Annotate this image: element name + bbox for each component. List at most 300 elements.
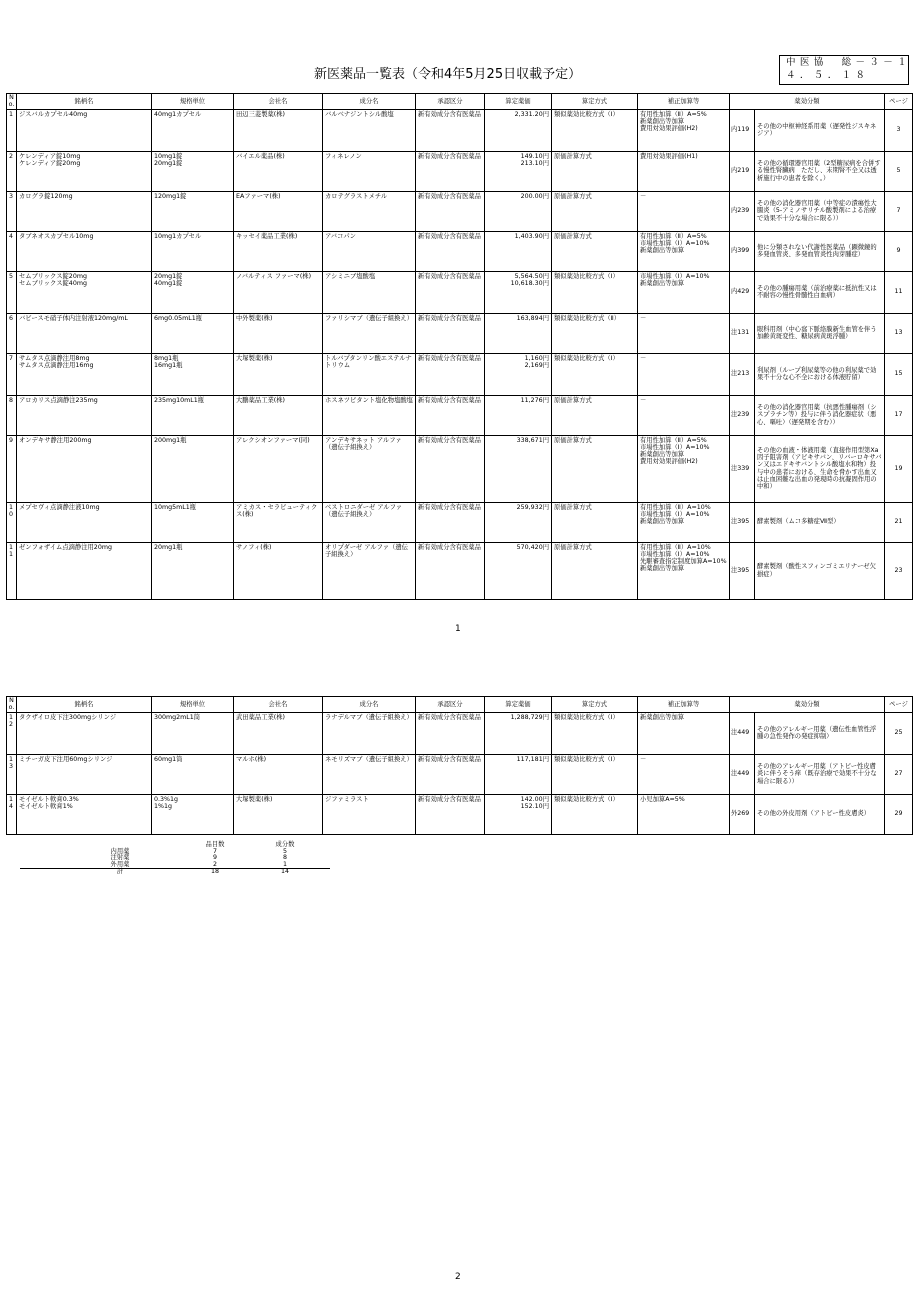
dosage-unit-line: 20mg1錠 — [154, 159, 183, 167]
therapeutic-category: その他の循環器官用薬（2型糖尿病を合併する慢性腎臓病 ただし、末期腎不全又は透析施行中の患者を除く。） — [755, 151, 885, 191]
premium-adjustment — [638, 271, 730, 313]
page-reference: 3 — [885, 109, 913, 151]
premium-adjustment-line: 市場性加算（Ⅰ）A=10% — [640, 239, 710, 247]
premium-adjustment-line: 小児加算A=5% — [640, 795, 685, 803]
column-header-page: ページ — [885, 94, 913, 110]
premium-adjustment-line: 市場性加算（Ⅰ）A=10% — [640, 272, 710, 280]
page-reference: 23 — [885, 542, 913, 599]
dosage-unit — [152, 151, 234, 191]
premium-adjustment-line: 新薬創出等加算 — [640, 713, 685, 721]
product-name-line: ケレンディア錠10mg — [19, 152, 81, 160]
product-name-line: カログラ錠120mg — [19, 192, 73, 200]
summary-ingredients: 1 — [282, 860, 287, 868]
ingredient-name: バルベナジントシル酸塩 — [323, 109, 416, 151]
product-name — [17, 794, 152, 834]
approval-category: 新有効成分含有医薬品 — [416, 502, 485, 542]
calculated-price-line: 152.10円 — [520, 802, 549, 810]
dosage-unit-line: 40mg1錠 — [154, 279, 183, 287]
calculated-price — [485, 502, 552, 542]
dosage-unit — [152, 231, 234, 271]
dosage-unit — [152, 191, 234, 231]
calculated-price — [485, 712, 552, 754]
premium-adjustment-line: － — [640, 354, 647, 362]
calculation-method: 類似薬効比較方式（Ⅰ） — [552, 712, 638, 754]
row-number: 7 — [7, 353, 17, 395]
calculation-method: 類似薬効比較方式（Ⅰ） — [552, 271, 638, 313]
premium-adjustment — [638, 542, 730, 599]
premium-adjustment-line: － — [640, 192, 647, 200]
premium-adjustment-line: 有用性加算（Ⅱ）A=5% — [640, 232, 707, 240]
column-header-method: 算定方式 — [552, 94, 638, 110]
dosage-unit-line: 10mg1錠 — [154, 152, 183, 160]
row-number: 9 — [7, 435, 17, 502]
dosage-unit — [152, 435, 234, 502]
table-row — [7, 435, 913, 502]
premium-adjustment-line: 市場性加算（Ⅰ）A=10% — [640, 550, 710, 558]
premium-adjustment-line: 有用性加算（Ⅱ）A=5% — [640, 110, 707, 118]
column-header-price: 算定薬価 — [485, 94, 552, 110]
column-header-approval: 承認区分 — [416, 697, 485, 713]
ingredient-name: トルバプタンリン酸エステルナトリウム — [323, 353, 416, 395]
summary-items: 7 — [212, 847, 217, 855]
summary-label: 内用薬 — [110, 847, 130, 855]
product-name-line: サムタス点滴静注用16mg — [19, 361, 94, 369]
page-reference: 9 — [885, 231, 913, 271]
table-row — [7, 794, 913, 834]
premium-adjustment-line: 市場性加算（Ⅰ）A=10% — [640, 443, 710, 451]
calculated-price-line: 1,288,729円 — [510, 713, 549, 721]
therapeutic-code: 外269 — [730, 794, 755, 834]
table-row — [7, 542, 913, 599]
therapeutic-code: 注239 — [730, 395, 755, 435]
column-header-page: ページ — [885, 697, 913, 713]
page-number: 2 — [455, 1272, 461, 1282]
row-number: 5 — [7, 271, 17, 313]
therapeutic-category: 眼科用剤（中心窩下脈絡膜新生血管を伴う加齢黄斑変性、糖尿病黄斑浮腫） — [755, 313, 885, 353]
table-row — [7, 712, 913, 754]
dosage-unit — [152, 395, 234, 435]
row-number: 3 — [7, 191, 17, 231]
table-header-row — [7, 94, 913, 110]
calculated-price-line: 163,894円 — [516, 314, 549, 322]
calculation-method: 原価計算方式 — [552, 502, 638, 542]
product-name — [17, 151, 152, 191]
dosage-unit-line: 20mg1錠 — [154, 272, 183, 280]
approval-category: 新有効成分含有医薬品 — [416, 542, 485, 599]
dosage-unit — [152, 794, 234, 834]
column-header-no: No. — [7, 697, 17, 713]
approval-category: 新有効成分含有医薬品 — [416, 754, 485, 794]
product-name — [17, 109, 152, 151]
product-name-line: オンデキサ静注用200mg — [19, 436, 92, 444]
row-number: 12 — [7, 712, 17, 754]
row-number: 14 — [7, 794, 17, 834]
column-header-approval: 承認区分 — [416, 94, 485, 110]
product-name-line: サムタス点滴静注用8mg — [19, 354, 90, 362]
page-reference: 21 — [885, 502, 913, 542]
approval-category: 新有効成分含有医薬品 — [416, 712, 485, 754]
premium-adjustment — [638, 794, 730, 834]
table-row — [7, 231, 913, 271]
premium-adjustment-line: － — [640, 396, 647, 404]
dosage-unit-line: 120mg1錠 — [154, 192, 187, 200]
calculated-price — [485, 313, 552, 353]
page-reference: 19 — [885, 435, 913, 502]
table-row — [7, 313, 913, 353]
ingredient-name: ベストロニダーゼ アルファ（遺伝子組換え） — [323, 502, 416, 542]
row-number: 4 — [7, 231, 17, 271]
calculation-method: 類似薬効比較方式（Ⅰ） — [552, 109, 638, 151]
therapeutic-code: 内239 — [730, 191, 755, 231]
company-name: 大塚製薬(株) — [234, 794, 323, 834]
approval-category: 新有効成分含有医薬品 — [416, 191, 485, 231]
product-name-line: ジスバルカプセル40mg — [19, 110, 88, 118]
dosage-unit — [152, 109, 234, 151]
therapeutic-category: その他の血液・体液用薬（直接作用型第Xa因子阻害剤（アピキサバン、リバーロキサバン又はエドキサバントシル酸塩水和物）投与中の患者における、生命を脅かす出血又は止血困難な出血の発現時の抗凝固作用の中和） — [755, 435, 885, 502]
dosage-unit-line: 235mg10mL1瓶 — [154, 396, 205, 404]
company-name: 田辺三菱製薬(株) — [234, 109, 323, 151]
calculated-price — [485, 191, 552, 231]
calculated-price — [485, 542, 552, 599]
company-name: 中外製薬(株) — [234, 313, 323, 353]
calculation-method: 原価計算方式 — [552, 191, 638, 231]
calculated-price-line: 200.00円 — [520, 192, 549, 200]
ingredient-name: カロテグラストメチル — [323, 191, 416, 231]
product-name — [17, 712, 152, 754]
therapeutic-code: 注131 — [730, 313, 755, 353]
premium-adjustment-line: 新薬創出等加算 — [640, 279, 685, 287]
column-header-adjust: 補正加算等 — [638, 697, 730, 713]
company-name: アレクシオンファーマ(同) — [234, 435, 323, 502]
table-header-row — [7, 697, 913, 713]
approval-category: 新有効成分含有医薬品 — [416, 353, 485, 395]
column-header-unit: 規格単位 — [152, 94, 234, 110]
therapeutic-code: 注395 — [730, 502, 755, 542]
column-header-company: 会社名 — [234, 94, 323, 110]
therapeutic-code: 注213 — [730, 353, 755, 395]
premium-adjustment — [638, 353, 730, 395]
calculation-method: 原価計算方式 — [552, 435, 638, 502]
summary-total-ingredients: 14 — [240, 869, 330, 876]
therapeutic-category: その他の外皮用剤（アトピー性皮膚炎） — [755, 794, 885, 834]
premium-adjustment-line: 先駆審査指定制度加算A=10% — [640, 558, 727, 566]
therapeutic-code: 注339 — [730, 435, 755, 502]
column-header-company: 会社名 — [234, 697, 323, 713]
premium-adjustment-line: 新薬創出等加算 — [640, 117, 685, 125]
product-name — [17, 313, 152, 353]
product-name-line: バビースモ硝子体内注射液120mg/mL — [19, 314, 128, 322]
calculated-price-line: 1,160円 — [524, 354, 549, 362]
product-name — [17, 395, 152, 435]
dosage-unit-line: 10mg5mL1瓶 — [154, 503, 197, 511]
row-number: 10 — [7, 502, 17, 542]
therapeutic-code: 注449 — [730, 712, 755, 754]
document-code-line: 中医協 総－３－１ — [786, 57, 912, 68]
ingredient-name: アバコパン — [323, 231, 416, 271]
calculated-price-line: 11,276円 — [520, 396, 549, 404]
product-name — [17, 191, 152, 231]
ingredient-name: アンデキサネット アルファ（遺伝子組換え） — [323, 435, 416, 502]
product-name — [17, 435, 152, 502]
product-name — [17, 231, 152, 271]
table-row — [7, 395, 913, 435]
table-row — [7, 271, 913, 313]
approval-category: 新有効成分含有医薬品 — [416, 395, 485, 435]
dosage-unit-line: 20mg1瓶 — [154, 543, 183, 551]
premium-adjustment — [638, 191, 730, 231]
ingredient-name: ジファミラスト — [323, 794, 416, 834]
premium-adjustment-line: 有用性加算（Ⅱ）A=10% — [640, 503, 711, 511]
row-number: 2 — [7, 151, 17, 191]
ingredient-name: フィネレノン — [323, 151, 416, 191]
dosage-unit-line: 40mg1カプセル — [154, 110, 202, 118]
dosage-unit — [152, 542, 234, 599]
calculated-price — [485, 395, 552, 435]
dosage-unit-line: 60mg1筒 — [154, 755, 183, 763]
premium-adjustment-line: 新薬創出等加算 — [640, 565, 685, 573]
dosage-unit-line: 300mg2mL1筒 — [154, 713, 201, 721]
calculated-price — [485, 231, 552, 271]
company-name: 武田薬品工業(株) — [234, 712, 323, 754]
calculated-price-line: 5,564.50円 — [514, 272, 549, 280]
product-name-line: タクザイロ皮下注300mgシリンジ — [19, 713, 117, 721]
column-header-method: 算定方式 — [552, 697, 638, 713]
calculation-method: 類似薬効比較方式（Ⅰ） — [552, 794, 638, 834]
therapeutic-category: 酵素製剤（ムコ多糖症Ⅶ型） — [755, 502, 885, 542]
product-name-line: アロカリス点滴静注235mg — [19, 396, 98, 404]
calculated-price — [485, 794, 552, 834]
therapeutic-code: 内429 — [730, 271, 755, 313]
product-name — [17, 542, 152, 599]
calculation-method: 原価計算方式 — [552, 395, 638, 435]
summary-items: 9 — [212, 854, 217, 861]
premium-adjustment-line: 市場性加算（Ⅰ）A=10% — [640, 510, 710, 518]
company-name: マルホ(株) — [234, 754, 323, 794]
dosage-unit-line: 6mg0.05mL1瓶 — [154, 314, 203, 322]
ingredient-name: ホスネツピタント塩化物塩酸塩 — [323, 395, 416, 435]
column-header-price: 算定薬価 — [485, 697, 552, 713]
company-name: アミカス・セラピューティクス(株) — [234, 502, 323, 542]
premium-adjustment — [638, 435, 730, 502]
therapeutic-category: その他のアレルギー用薬（アトピー性皮膚炎に伴うそう痒（既存治療で効果不十分な場合に限る）） — [755, 754, 885, 794]
premium-adjustment-line: 有用性加算（Ⅱ）A=10% — [640, 543, 711, 551]
dosage-unit-line: 0.3%1g — [154, 795, 179, 803]
table-row — [7, 109, 913, 151]
ingredient-name: ラナデルマブ（遺伝子組換え） — [323, 712, 416, 754]
calculation-method: 類似薬効比較方式（Ⅰ） — [552, 754, 638, 794]
summary-total-label: 計 — [20, 869, 190, 876]
premium-adjustment-line: 新薬創出等加算 — [640, 247, 685, 255]
approval-category: 新有効成分含有医薬品 — [416, 435, 485, 502]
ingredient-name: ファリシマブ（遺伝子組換え） — [323, 313, 416, 353]
product-name-line: タブネオスカプセル10mg — [19, 232, 94, 240]
premium-adjustment — [638, 502, 730, 542]
summary-ingredients: 8 — [282, 854, 287, 861]
page-reference: 15 — [885, 353, 913, 395]
dosage-unit-line: 1%1g — [154, 802, 172, 810]
calculation-method: 原価計算方式 — [552, 231, 638, 271]
company-name: キッセイ薬品工業(株) — [234, 231, 323, 271]
therapeutic-category: その他の腫瘍用薬（前治療薬に抵抗性又は不耐容の慢性骨髄性白血病） — [755, 271, 885, 313]
premium-adjustment — [638, 313, 730, 353]
premium-adjustment-line: － — [640, 755, 647, 763]
calculated-price-line: 2,331.20円 — [514, 110, 549, 118]
calculated-price-line: 259,932円 — [516, 503, 549, 511]
calculated-price — [485, 435, 552, 502]
therapeutic-code: 内219 — [730, 151, 755, 191]
row-number: 6 — [7, 313, 17, 353]
summary-table — [20, 842, 330, 876]
calculated-price-line: 570,420円 — [516, 543, 549, 551]
dosage-unit-line: 8mg1瓶 — [154, 354, 179, 362]
premium-adjustment-line: 費用対効果評価(H2) — [640, 458, 698, 466]
column-header-name: 銘柄名 — [17, 697, 152, 713]
row-number: 8 — [7, 395, 17, 435]
column-header-unit: 規格単位 — [152, 697, 234, 713]
approval-category: 新有効成分含有医薬品 — [416, 794, 485, 834]
column-header-ingredient: 成分名 — [323, 94, 416, 110]
calculated-price — [485, 151, 552, 191]
company-name: バイエル薬品(株) — [234, 151, 323, 191]
premium-adjustment — [638, 754, 730, 794]
page-reference: 17 — [885, 395, 913, 435]
premium-adjustment — [638, 231, 730, 271]
table-body — [7, 109, 913, 599]
row-number: 11 — [7, 542, 17, 599]
therapeutic-category: 酵素製剤（酸性スフィンゴミエリナーゼ欠損症） — [755, 542, 885, 599]
product-name — [17, 353, 152, 395]
dosage-unit-line: 200mg1瓶 — [154, 436, 187, 444]
dosage-unit — [152, 313, 234, 353]
dosage-unit-line: 10mg1カプセル — [154, 232, 202, 240]
product-name-line: モイゼルト軟膏1% — [19, 802, 73, 810]
company-name: 大鵬薬品工業(株) — [234, 395, 323, 435]
summary-header-items: 品目数 — [205, 841, 225, 848]
premium-adjustment — [638, 151, 730, 191]
premium-adjustment-line: 費用対効果評価(H1) — [640, 152, 698, 160]
product-name-line: セムブリックス錠20mg — [19, 272, 87, 280]
product-name-line: セムブリックス錠40mg — [19, 279, 87, 287]
calculation-method: 類似薬効比較方式（Ⅰ） — [552, 353, 638, 395]
summary-ingredients: 5 — [282, 847, 287, 855]
product-name-line: ゼンフォザイム点滴静注用20mg — [19, 543, 112, 551]
company-name: ノバルティス ファーマ(株) — [234, 271, 323, 313]
product-name — [17, 754, 152, 794]
therapeutic-category: その他の中枢神経系用薬（遅発性ジスキネジア） — [755, 109, 885, 151]
dosage-unit — [152, 712, 234, 754]
page-reference: 25 — [885, 712, 913, 754]
premium-adjustment-line: 有用性加算（Ⅱ）A=5% — [640, 436, 707, 444]
council-document-code — [779, 55, 912, 85]
calculated-price-line: 142.00円 — [520, 795, 549, 803]
page-reference: 5 — [885, 151, 913, 191]
calculated-price — [485, 353, 552, 395]
summary-label: 注射薬 — [110, 854, 130, 861]
premium-adjustment-line: － — [640, 314, 647, 322]
calculated-price — [485, 754, 552, 794]
product-name — [17, 271, 152, 313]
column-header-ingredient: 成分名 — [323, 697, 416, 713]
page-reference: 13 — [885, 313, 913, 353]
document-title: 新医薬品一覧表（令和4年5月25日収載予定） — [314, 67, 582, 82]
premium-adjustment — [638, 109, 730, 151]
table-body — [7, 712, 913, 834]
column-header-category: 薬効分類 — [730, 94, 885, 110]
therapeutic-category: その他の消化器官用薬（抗悪性腫瘍剤（シスプラチン等）投与に伴う消化器症状（悪心、嘔吐）（遅発期を含む）） — [755, 395, 885, 435]
premium-adjustment-line: 新薬創出等加算 — [640, 451, 685, 459]
column-header-category: 薬効分類 — [730, 697, 885, 713]
premium-adjustment — [638, 395, 730, 435]
product-name — [17, 502, 152, 542]
therapeutic-category: 他に分類されない代謝性医薬品（顕微鏡的多発血管炎、多発血管炎性肉芽腫症） — [755, 231, 885, 271]
therapeutic-code: 注449 — [730, 754, 755, 794]
calculated-price-line: 2,169円 — [524, 361, 549, 369]
page-reference: 11 — [885, 271, 913, 313]
approval-category: 新有効成分含有医薬品 — [416, 231, 485, 271]
calculation-method: 原価計算方式 — [552, 542, 638, 599]
column-header-name: 銘柄名 — [17, 94, 152, 110]
document-date-line: ４．５．１８ — [786, 70, 870, 81]
calculated-price-line: 10,618.30円 — [510, 279, 549, 287]
table-row — [7, 353, 913, 395]
row-number: 13 — [7, 754, 17, 794]
approval-category: 新有効成分含有医薬品 — [416, 151, 485, 191]
company-name: サノフィ(株) — [234, 542, 323, 599]
column-header-no: No. — [7, 94, 17, 110]
company-name: EAファーマ(株) — [234, 191, 323, 231]
dosage-unit — [152, 502, 234, 542]
premium-adjustment-line: 費用対効果評価(H2) — [640, 125, 698, 133]
dosage-unit — [152, 754, 234, 794]
dosage-unit — [152, 353, 234, 395]
approval-category: 新有効成分含有医薬品 — [416, 109, 485, 151]
calculated-price-line: 213.10円 — [520, 159, 549, 167]
approval-category: 新有効成分含有医薬品 — [416, 313, 485, 353]
page-reference: 29 — [885, 794, 913, 834]
table-row — [7, 151, 913, 191]
calculated-price-line: 338,671円 — [516, 436, 549, 444]
ingredient-name: オリプダーゼ アルファ（遺伝子組換え） — [323, 542, 416, 599]
calculated-price-line: 149.10円 — [520, 152, 549, 160]
therapeutic-category: 利尿剤（ループ利尿薬等の他の利尿薬で効果不十分な心不全における体液貯留） — [755, 353, 885, 395]
calculation-method: 類似薬効比較方式（Ⅱ） — [552, 313, 638, 353]
new-drug-table-page2 — [6, 696, 913, 835]
summary-total-items: 18 — [190, 869, 240, 876]
therapeutic-code: 内119 — [730, 109, 755, 151]
therapeutic-category: その他のアレルギー用薬（遺伝性血管性浮腫の急性発作の発症抑制） — [755, 712, 885, 754]
approval-category: 新有効成分含有医薬品 — [416, 271, 485, 313]
ingredient-name: ネモリズマブ（遺伝子組換え） — [323, 754, 416, 794]
product-name-line: ミチーガ皮下注用60mgシリンジ — [19, 755, 113, 763]
summary-items: 2 — [212, 860, 217, 868]
therapeutic-category: その他の消化器官用薬（中等症の潰瘍性大腸炎（5-アミノサリチル酸製剤による治療で効果不十分な場合に限る）） — [755, 191, 885, 231]
product-name-line: モイゼルト軟膏0.3% — [19, 795, 79, 803]
table-row — [7, 502, 913, 542]
summary-label: 外用薬 — [110, 860, 130, 868]
calculated-price-line: 1,403.90円 — [514, 232, 549, 240]
company-name: 大塚製薬(株) — [234, 353, 323, 395]
therapeutic-code: 注395 — [730, 542, 755, 599]
calculation-method: 原価計算方式 — [552, 151, 638, 191]
new-drug-table-page1 — [6, 93, 913, 600]
ingredient-name: アシミニブ塩酸塩 — [323, 271, 416, 313]
table-row — [7, 754, 913, 794]
row-number: 1 — [7, 109, 17, 151]
calculated-price — [485, 109, 552, 151]
dosage-unit — [152, 271, 234, 313]
product-name-line: メプセヴィ点滴静注液10mg — [19, 503, 100, 511]
page-number: 1 — [455, 624, 461, 634]
